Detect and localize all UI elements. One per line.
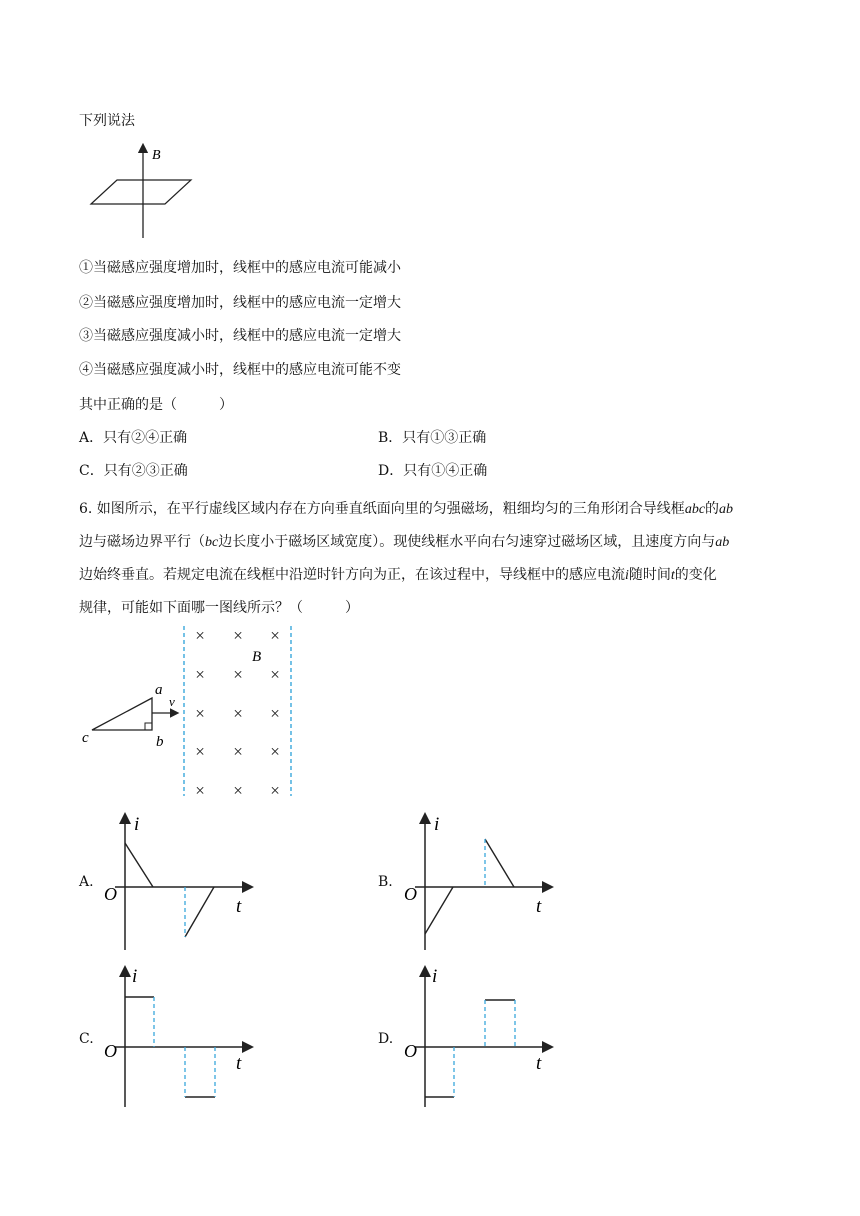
svg-text:t: t: [536, 896, 542, 917]
svg-text:a: a: [155, 682, 163, 698]
option-c: C．只有②③正确: [79, 463, 188, 479]
svg-text:i: i: [432, 966, 438, 987]
graph-a: [100, 810, 260, 955]
svg-text:×: ×: [195, 704, 205, 723]
option-d: D．只有①④正确: [378, 463, 488, 479]
svg-text:c: c: [82, 730, 89, 746]
svg-text:×: ×: [270, 626, 280, 645]
svg-text:×: ×: [270, 781, 280, 800]
svg-text:×: ×: [233, 781, 243, 800]
svg-text:×: ×: [270, 742, 280, 761]
option-a: A．只有②④正确: [79, 430, 188, 446]
svg-text:v: v: [169, 694, 175, 709]
q6-line-2: 边与磁场边界平行（bc边长度小于磁场区域宽度）。现使线框水平向右匀速穿过磁场区域，且速度方向与ab: [79, 534, 730, 550]
graph-c-label: C.: [79, 1031, 94, 1047]
statement-4: ④当磁感应强度减小时，线框中的感应电流可能不变: [79, 362, 401, 378]
question-tail: 其中正确的是（ ）: [79, 397, 233, 413]
statement-2: ②当磁感应强度增加时，线框中的感应电流一定增大: [79, 295, 401, 311]
svg-text:×: ×: [195, 781, 205, 800]
statement-1: ①当磁感应强度增加时，线框中的感应电流可能减小: [79, 260, 401, 276]
svg-text:O: O: [404, 1041, 417, 1061]
svg-text:×: ×: [195, 626, 205, 645]
graph-b-label: B.: [378, 874, 393, 890]
svg-text:×: ×: [233, 742, 243, 761]
magnetic-region-figure: [80, 624, 310, 804]
b-label-fig6: B: [252, 649, 262, 665]
graph-d: [400, 965, 560, 1110]
b-label: B: [152, 148, 161, 163]
svg-text:O: O: [404, 884, 417, 904]
svg-text:×: ×: [195, 742, 205, 761]
q6-line-4: 规律，可能如下面哪一图线所示？（ ）: [79, 600, 359, 616]
q6-line-3: 边始终垂直。若规定电流在线框中沿逆时针方向为正，在该过程中，导线框中的感应电流i随时间t的变化: [79, 567, 717, 583]
field-crosses: [195, 626, 280, 800]
graph-c: [100, 965, 260, 1110]
graph-d-label: D.: [378, 1031, 394, 1047]
graph-b-segment-1: [425, 887, 453, 934]
graph-a-segment-2: [185, 887, 214, 937]
svg-text:×: ×: [270, 665, 280, 684]
triangle-frame: [92, 698, 152, 730]
svg-text:×: ×: [195, 665, 205, 684]
statement-3: ③当磁感应强度减小时，线框中的感应电流一定增大: [79, 328, 401, 344]
svg-text:i: i: [134, 814, 140, 835]
graph-a-segment-1: [125, 843, 153, 887]
svg-text:t: t: [536, 1053, 542, 1074]
graph-b: [400, 810, 560, 955]
field-plane-figure: [85, 140, 205, 240]
svg-text:×: ×: [233, 665, 243, 684]
svg-text:×: ×: [233, 704, 243, 723]
wire-frame-parallelogram: [91, 180, 191, 204]
svg-text:×: ×: [270, 704, 280, 723]
svg-text:i: i: [434, 814, 440, 835]
q6-line-1: 6. 如图所示，在平行虚线区域内存在方向垂直纸面向里的匀强磁场，粗细均匀的三角形闭合导线框abc的ab: [79, 501, 734, 517]
svg-text:b: b: [156, 734, 164, 750]
graph-a-label: A.: [79, 874, 94, 890]
svg-text:i: i: [132, 966, 138, 987]
svg-text:t: t: [236, 1053, 242, 1074]
question-6: [79, 493, 779, 625]
graph-b-segment-2: [485, 839, 514, 887]
intro-text: 下列说法: [79, 113, 135, 129]
svg-text:O: O: [104, 1041, 117, 1061]
option-b: B．只有①③正确: [378, 430, 487, 446]
svg-text:t: t: [236, 896, 242, 917]
svg-text:×: ×: [233, 626, 243, 645]
svg-text:O: O: [104, 884, 117, 904]
